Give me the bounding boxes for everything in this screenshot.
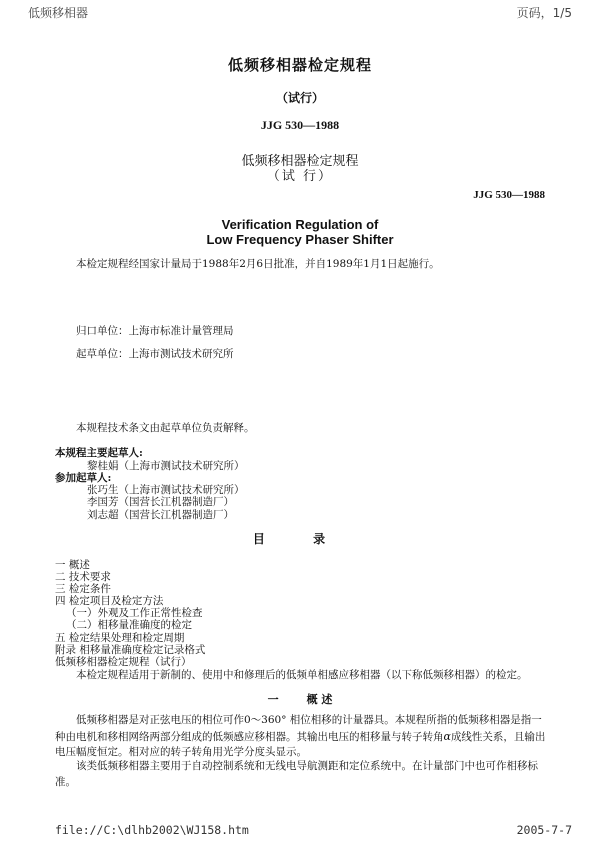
toc-item: （二）相移量准确度的检定 <box>66 619 192 631</box>
print-date: 2005-7-7 <box>516 823 572 837</box>
english-title-line1: Verification Regulation of <box>221 217 379 232</box>
english-title-line2: Low Frequency Phaser Shifter <box>206 232 394 247</box>
scope-statement: 本检定规程适用于新制的、使用中和修理后的低频单相感应移相器（以下称低频移相器）的检定。 <box>76 669 528 681</box>
toc-item: 五 检定结果处理和检定周期 <box>55 632 185 644</box>
participant-name: 李国芳（国营长江机器制造厂） <box>87 496 234 508</box>
trial-label: （试行） <box>275 91 324 105</box>
standard-code-right: JJG 530—1988 <box>473 189 545 201</box>
section-number: 一 <box>267 693 279 706</box>
toc-item: 低频移相器检定规程（试行） <box>55 656 192 668</box>
subtitle-trial-label: （试 行） <box>266 169 334 184</box>
main-drafters-label: 本规程主要起草人: <box>55 447 143 459</box>
participants-label: 参加起草人: <box>55 472 112 484</box>
toc-item: 一 概述 <box>55 559 90 571</box>
alpha-symbol: α <box>443 729 451 743</box>
overview-text-part1: 低频移相器是对正弦电压的相位可作0～360° 相位相移的计量器具。本规程所指的低频移相器是指一种由电机和移相网络两部分组成的低频感应移相器。其输出电压的相移量与转子转角 <box>55 714 542 743</box>
page-header-title: 低频移相器 <box>28 6 89 20</box>
main-drafter-name: 黎桂娟（上海市测试技术研究所） <box>87 460 245 472</box>
section-heading <box>0 691 600 707</box>
section-title: 概 述 <box>306 693 333 706</box>
file-path: file://C:\dlhb2002\WJ158.htm <box>55 823 249 837</box>
participant-name: 张巧生（上海市测试技术研究所） <box>87 484 245 496</box>
document-title: 低频移相器检定规程 <box>227 56 372 74</box>
toc-item: 附录 相移量准确度检定记录格式 <box>55 644 206 656</box>
participant-name: 刘志超（国营长江机器制造厂） <box>87 509 234 521</box>
overview-paragraph <box>55 713 547 761</box>
overview-text-part2: 成线性关系，且输出电压幅度恒定。相对应的转子转角用光学分度头显示。 <box>55 730 546 758</box>
toc-title: 目 录 <box>252 532 348 546</box>
owner-unit: 归口单位：上海市标准计量管理局 <box>76 325 234 337</box>
standard-code: JJG 530—1988 <box>260 118 340 132</box>
application-paragraph <box>55 759 547 790</box>
application-text: 该类低频移相器主要用于自动控制系统和无线电导航测距和定位系统中。在计量部门中也可作相移标准。 <box>55 760 538 788</box>
toc-item: 三 检定条件 <box>55 583 111 595</box>
approval-statement: 本检定规程经国家计量局于1988年2月6日批准，并自1989年1月1日起施行。 <box>76 258 440 270</box>
drafting-unit: 起草单位：上海市测试技术研究所 <box>76 348 234 360</box>
interpretation-note: 本规程技术条文由起草单位负责解释。 <box>76 422 255 434</box>
toc-item: 二 技术要求 <box>55 571 111 583</box>
subtitle: 低频移相器检定规程 <box>241 154 359 169</box>
page-number: 页码，1/5 <box>516 6 572 20</box>
toc-item: 四 检定项目及检定方法 <box>55 595 164 607</box>
toc-item: （一）外观及工作正常性检查 <box>66 607 203 619</box>
